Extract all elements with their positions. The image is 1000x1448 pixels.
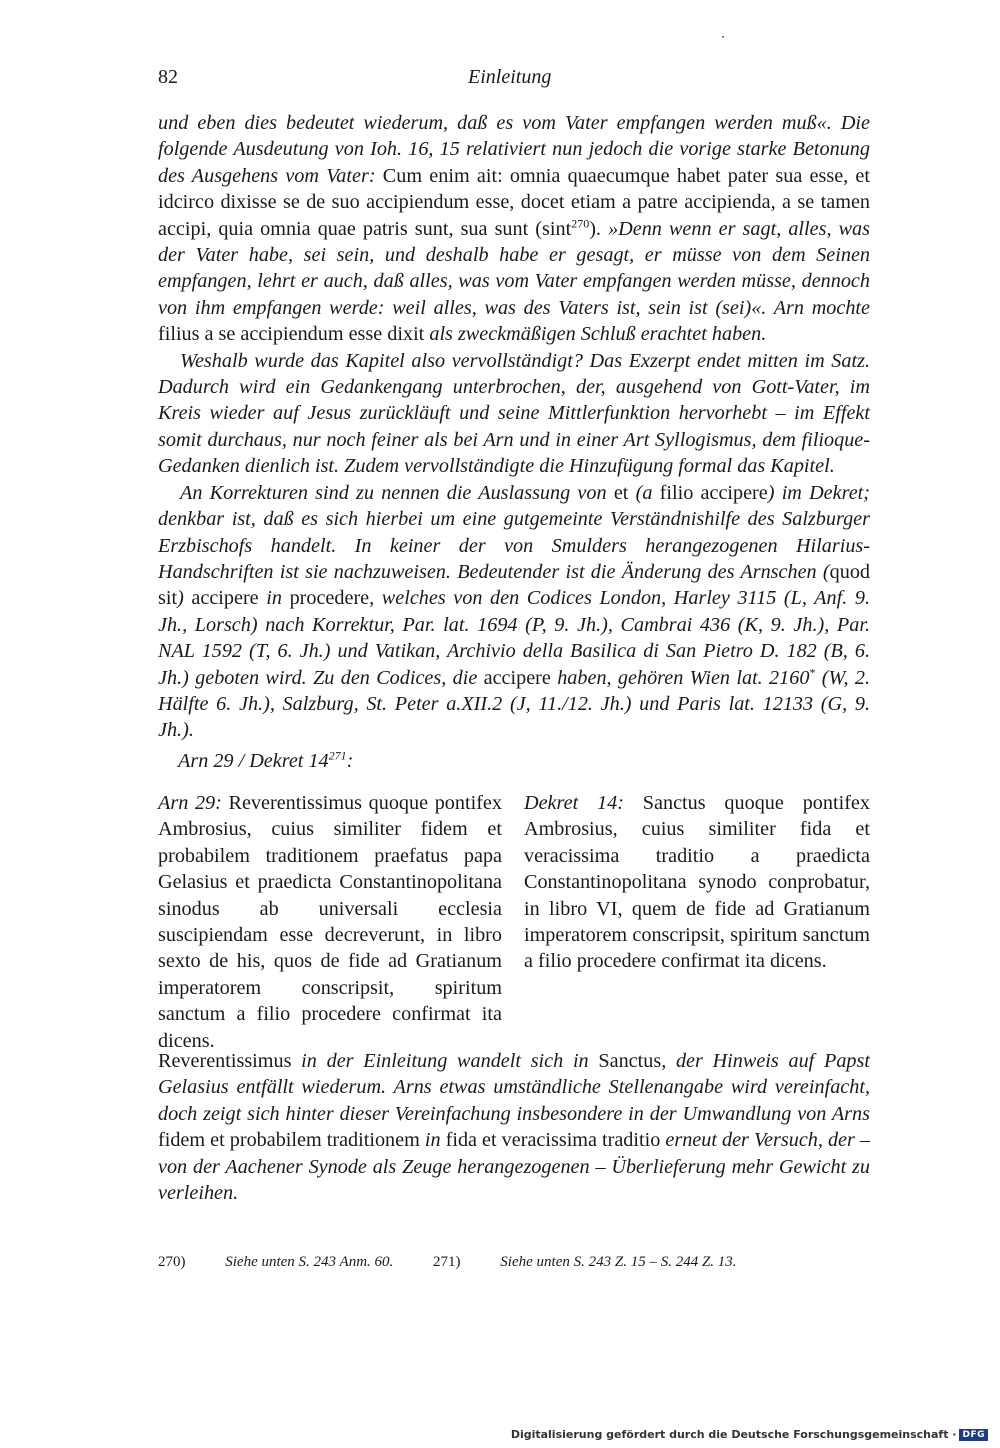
paragraph-1: und eben dies bedeutet wiederum, daß es vom Vater empfangen werden muß«. Die folgende Ausdeutung von Ioh. 16, 15 relativiert nun jedoch die vorige starke Betonung des Ausgehens vom Vater: Cum enim ait: omnia quaecumque habet pater sua esse, et idcirco dixisse se de suo accipiendum esse, docet etiam a patre accipienda, a se tamen accipi, quia omnia quae patris sunt, sua sunt (sint$^{270}$). »Denn wenn er sagt, alles, was der Vater habe, sei sein, und deshalb habe er gesagt, er müsse von dem Seinen empfangen, lehrt er auch, daß alles, was vom Vater empfangen werden müsse, dennoch von ihm empfangen werde: weil alles, was des Vaters ist, sein ist (sei)«. Arn mochte filius a se accipiendum esse dixit als zweckmäßigen Schluß erachtet haben. bbox=[158, 112, 870, 346]
page-number: 82 bbox=[158, 66, 178, 88]
paragraph-2: Weshalb wurde das Kapitel also vervollständigt? Das Exzerpt endet mitten im Satz. Dadurch wird ein Gedankengang unterbrochen, der, ausgehend von Gott-Vater, im Kreis wieder auf Jesus zurückläuft und seine Mittlerfunktion hervorhebt – im Effekt somit durchaus, nur noch feiner als bei Arn und in einer Art Syllogismus, dem filioque-Gedanken dienlich ist. Zudem vervollständigte die Hinzufügung formal das Kapitel. bbox=[158, 349, 870, 478]
running-head: Einleitung bbox=[468, 66, 552, 88]
footnotes bbox=[158, 1254, 773, 1271]
footnote-ref-270[interactable]: 270 bbox=[571, 215, 590, 230]
column-label: Dekret 14: bbox=[524, 792, 624, 814]
column-arn: Arn 29: Reverentissimus quoque pontifex Ambrosius, cuius similiter fidem et probabilem traditionem praefatus papa Gelasius et praedicta Constantinopolitana sinodus ab universali ecclesia suscipiendam esse decreverunt, in libro sexto de his, quos de fide ad Gratianum imperatorem conscripsit, spiritum sanctum a filio procedere confirmat ita dicens. bbox=[158, 792, 502, 1052]
footnote-ref-271[interactable]: 271 bbox=[328, 748, 347, 763]
paragraph-4: Reverentissimus in der Einleitung wandelt sich in Sanctus, der Hinweis auf Papst Gelasius entfällt wiederum. Arns etwas umständliche Stellenangabe wird vereinfacht, doch zeigt sich hinter dieser Vereinfachung insbesondere in der Umwandlung von Arns fidem et probabilem traditionem in fida et veracissima traditio erneut der Versuch, der – von der Aachener Synode als Zeuge herangezogenen – Überlieferung mehr Gewicht zu verleihen. bbox=[158, 1050, 871, 1205]
column-label: Arn 29: bbox=[158, 792, 222, 814]
column-dekret: Dekret 14: Sanctus quoque pontifex Ambrosius, cuius similiter fida et veracissima traditio a praedicta Constantinopolitana synodo conprobatur, in libro VI, quem de fide ad Gratianum imperatorem conscripsit, spiritum sanctum a filio procedere confirmat ita dicens. bbox=[524, 792, 870, 973]
main-text-bottom bbox=[158, 1048, 870, 1206]
dfg-logo: DFG bbox=[959, 1429, 988, 1441]
footnote-270: 270) Siehe unten S. 243 Anm. 60. bbox=[158, 1254, 394, 1270]
citation-heading: Arn 29 / Dekret $14^{271}$: bbox=[178, 748, 354, 772]
paragraph-3: An Korrekturen sind zu nennen die Auslassung von et (a filio accipere) im Dekret; denkbar ist, daß es sich hierbei um eine gutgemeinte Verständnishilfe des Salzburger Erzbischofs handelt. In keiner der von Smulders herangezogenen Hilarius-Handschriften ist sie nachzuweisen. Bedeutender ist die Änderung des Arnschen (quod sit) accipere in procedere, welches von den Codices London, Harley 3115 (L, Anf. 9. Jh., Lorsch) nach Korrektur, Par. lat. 1694 (P, 9. Jh.), Cambrai 436 (K, 9. Jh.), Par. NAL 1592 (T, 6. Jh.) und Vatikan, Archivio della Basilica di San Pietro D. 182 (B, 6. Jh.) geboten wird. Zu den Codices, die accipere haben, gehören Wien lat. 2160* (W, 2. Hälfte 6. Jh.), Salzburg, St. Peter a.XII.2 (J, 11./12. Jh.) und Paris lat. 12133 (G, 9. Jh.). bbox=[158, 481, 870, 742]
main-text-top bbox=[158, 110, 870, 744]
footnote-271: 271) Siehe unten S. 243 Z. 15 – S. 244 Z. 13. bbox=[433, 1254, 737, 1270]
scan-mark bbox=[722, 36, 724, 38]
funding-notice: Digitalisierung gefördert durch die Deutsche Forschungsgemeinschaft · DFG bbox=[511, 1428, 988, 1441]
